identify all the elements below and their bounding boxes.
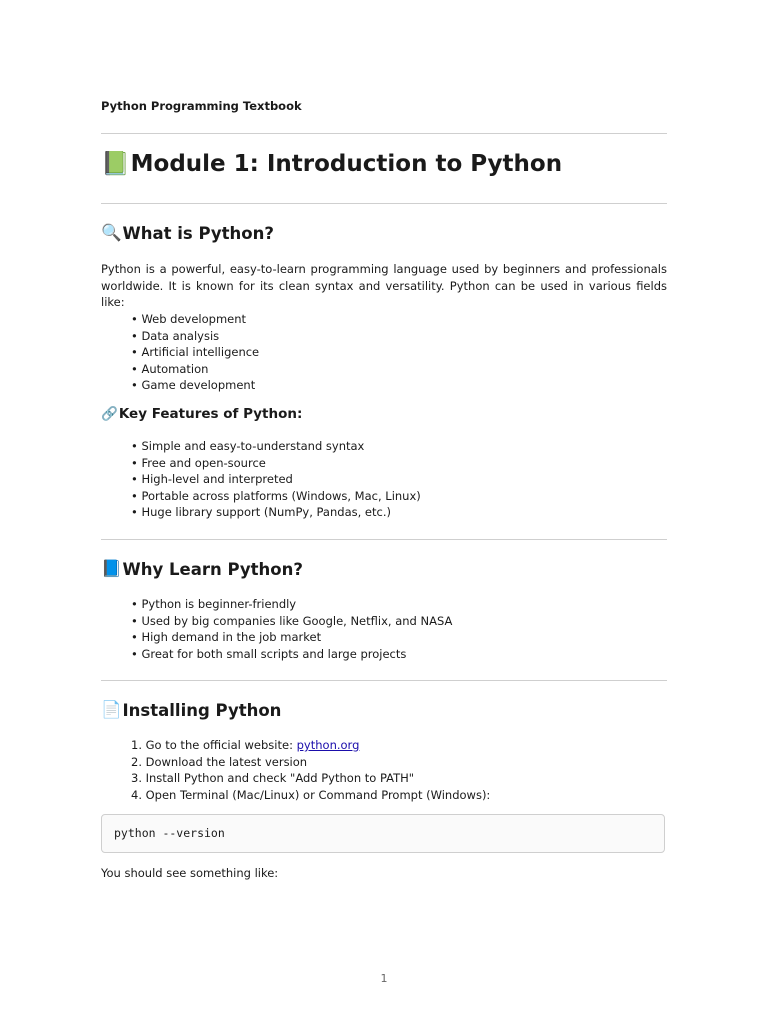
list-item: • Huge library support (NumPy, Pandas, etc.) (131, 504, 421, 521)
list-item: • Portable across platforms (Windows, Mac, Linux) (131, 488, 421, 505)
page-number: 1 (380, 972, 388, 985)
reasons-list (131, 596, 452, 662)
heading-why-learn (101, 559, 303, 579)
heading-text: Why Learn Python? (122, 559, 303, 579)
list-item: • Great for both small scripts and large projects (131, 646, 452, 663)
list-item: 2. Download the latest version (131, 754, 308, 769)
after-code-text: You should see something like: (101, 866, 279, 880)
python-org-link[interactable]: python.org (296, 738, 360, 752)
list-item: • Free and open-source (131, 455, 421, 472)
divider (101, 133, 667, 134)
heading-key-features (101, 406, 302, 422)
list-item: • Data analysis (131, 328, 259, 345)
green-book-icon: 📗 (101, 151, 130, 177)
heading-text: What is Python? (122, 223, 274, 243)
divider (101, 203, 667, 204)
heading-installing (101, 700, 281, 720)
list-item: • Python is beginner-friendly (131, 596, 452, 613)
code-block (101, 814, 665, 853)
module-title (101, 150, 562, 177)
list-item: • Game development (131, 377, 259, 394)
list-item: • Artificial intelligence (131, 344, 259, 361)
intro-paragraph: Python is a powerful, easy-to-learn programming language used by beginners and professionals worldwide. It is known for its clean syntax and versatility. Python can be used in various fields like: (101, 262, 667, 309)
list-item: 3. Install Python and check "Add Python to PATH" (131, 771, 415, 785)
divider (101, 680, 667, 681)
running-title: Python Programming Textbook (101, 99, 302, 113)
magnifying-glass-icon: 🔍 (101, 223, 122, 242)
list-item: 4. Open Terminal (Mac/Linux) or Command Prompt (Windows): (131, 787, 491, 802)
blue-book-icon: 📘 (101, 559, 122, 578)
heading-what-is-python (101, 223, 274, 243)
list-item: • Automation (131, 361, 259, 378)
list-item: • Web development (131, 311, 259, 328)
heading-text: Key Features of Python: (118, 406, 303, 422)
list-item: • Simple and easy-to-understand syntax (131, 438, 421, 455)
link-icon: 🔗 (101, 406, 118, 422)
install-steps (131, 737, 490, 803)
page-icon: 📄 (101, 700, 122, 719)
list-item: • Used by big companies like Google, Netflix, and NASA (131, 613, 452, 630)
features-list (131, 438, 421, 521)
module-title-text: Module 1: Introduction to Python (130, 150, 563, 177)
heading-text: Installing Python (122, 700, 282, 720)
divider (101, 539, 667, 540)
list-item: 1. Go to the official website: python.org (131, 738, 360, 752)
uses-list (131, 311, 259, 394)
code-text: python --version (114, 826, 225, 840)
list-item: • High-level and interpreted (131, 471, 421, 488)
list-item: • High demand in the job market (131, 629, 452, 646)
